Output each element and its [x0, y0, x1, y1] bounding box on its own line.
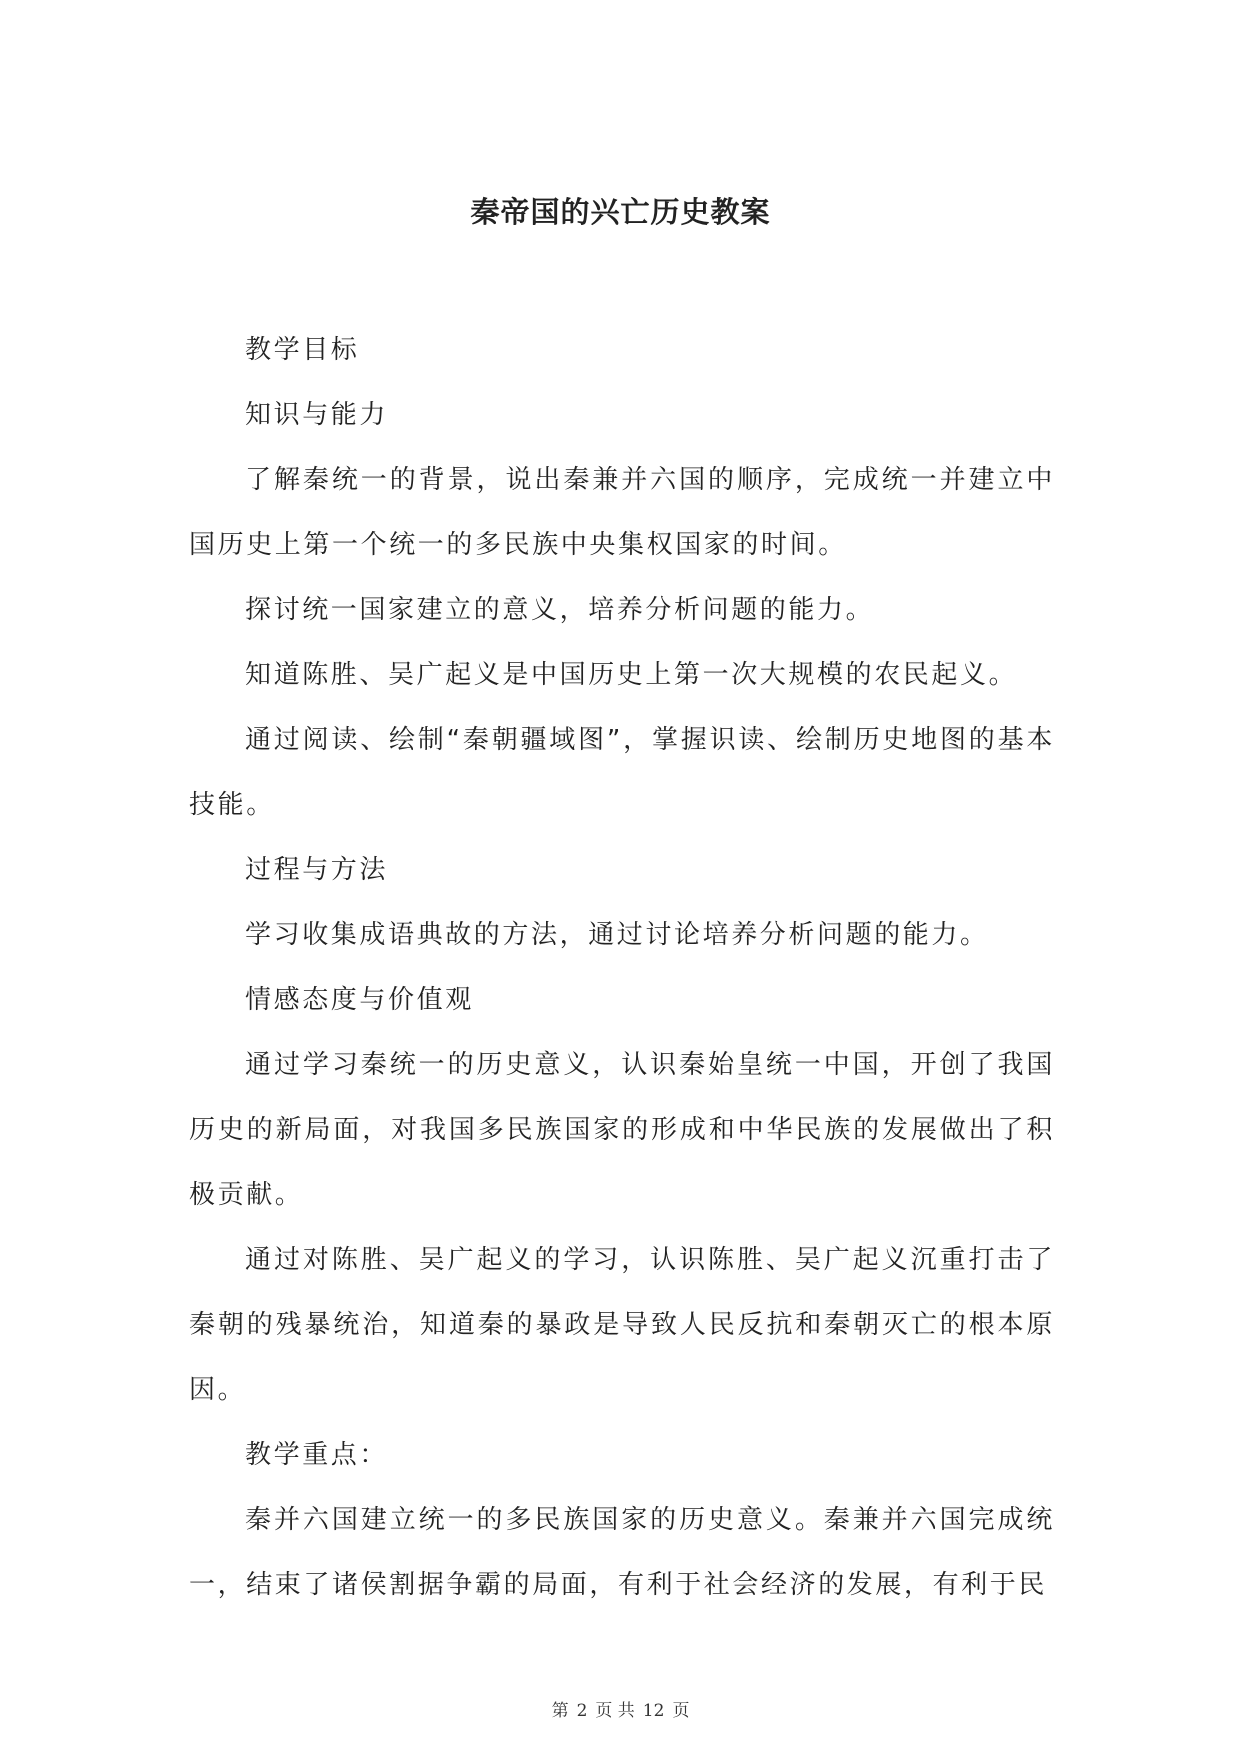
paragraph-teaching-goals-heading: 教学目标 — [245, 335, 360, 365]
paragraph: 秦并六国建立统一的多民族国家的历史意义。秦兼并六国完成统一，结束了诸侯割据争霸的局面，有利于社会经济的发展，有利于民 — [189, 1505, 1055, 1600]
paragraph-process-method-heading: 过程与方法 — [245, 855, 389, 885]
footer-middle: 页 共 — [595, 1701, 635, 1721]
total-pages-number: 12 — [642, 1701, 665, 1721]
paragraph: 了解秦统一的背景，说出秦兼并六国的顺序，完成统一并建立中国历史上第一个统一的多民族中央集权国家的时间。 — [189, 465, 1055, 560]
paragraph: 通过对陈胜、吴广起义的学习，认识陈胜、吴广起义沉重打击了秦朝的残暴统治，知道秦的暴政是导致人民反抗和秦朝灭亡的根本原因。 — [189, 1245, 1055, 1405]
current-page-number: 2 — [576, 1701, 588, 1721]
page-number-footer — [0, 1700, 1241, 1722]
footer-prefix: 第 — [551, 1701, 569, 1721]
document-body — [189, 318, 1055, 1618]
paragraph-emotion-values-heading: 情感态度与价值观 — [245, 985, 474, 1015]
paragraph: 通过学习秦统一的历史意义，认识秦始皇统一中国，开创了我国历史的新局面，对我国多民族国家的形成和中华民族的发展做出了积极贡献。 — [189, 1050, 1055, 1210]
paragraph: 学习收集成语典故的方法，通过讨论培养分析问题的能力。 — [245, 920, 989, 950]
paragraph: 知道陈胜、吴广起义是中国历史上第一次大规模的农民起义。 — [245, 660, 1018, 690]
paragraph: 探讨统一国家建立的意义，培养分析问题的能力。 — [245, 595, 875, 625]
paragraph: 通过阅读、绘制“秦朝疆域图”，掌握识读、绘制历史地图的基本技能。 — [189, 725, 1055, 820]
paragraph-knowledge-ability-heading: 知识与能力 — [245, 400, 389, 430]
paragraph-key-points-heading: 教学重点： — [245, 1440, 389, 1470]
document-title: 秦帝国的兴亡历史教案 — [470, 195, 771, 229]
footer-suffix: 页 — [672, 1701, 690, 1721]
